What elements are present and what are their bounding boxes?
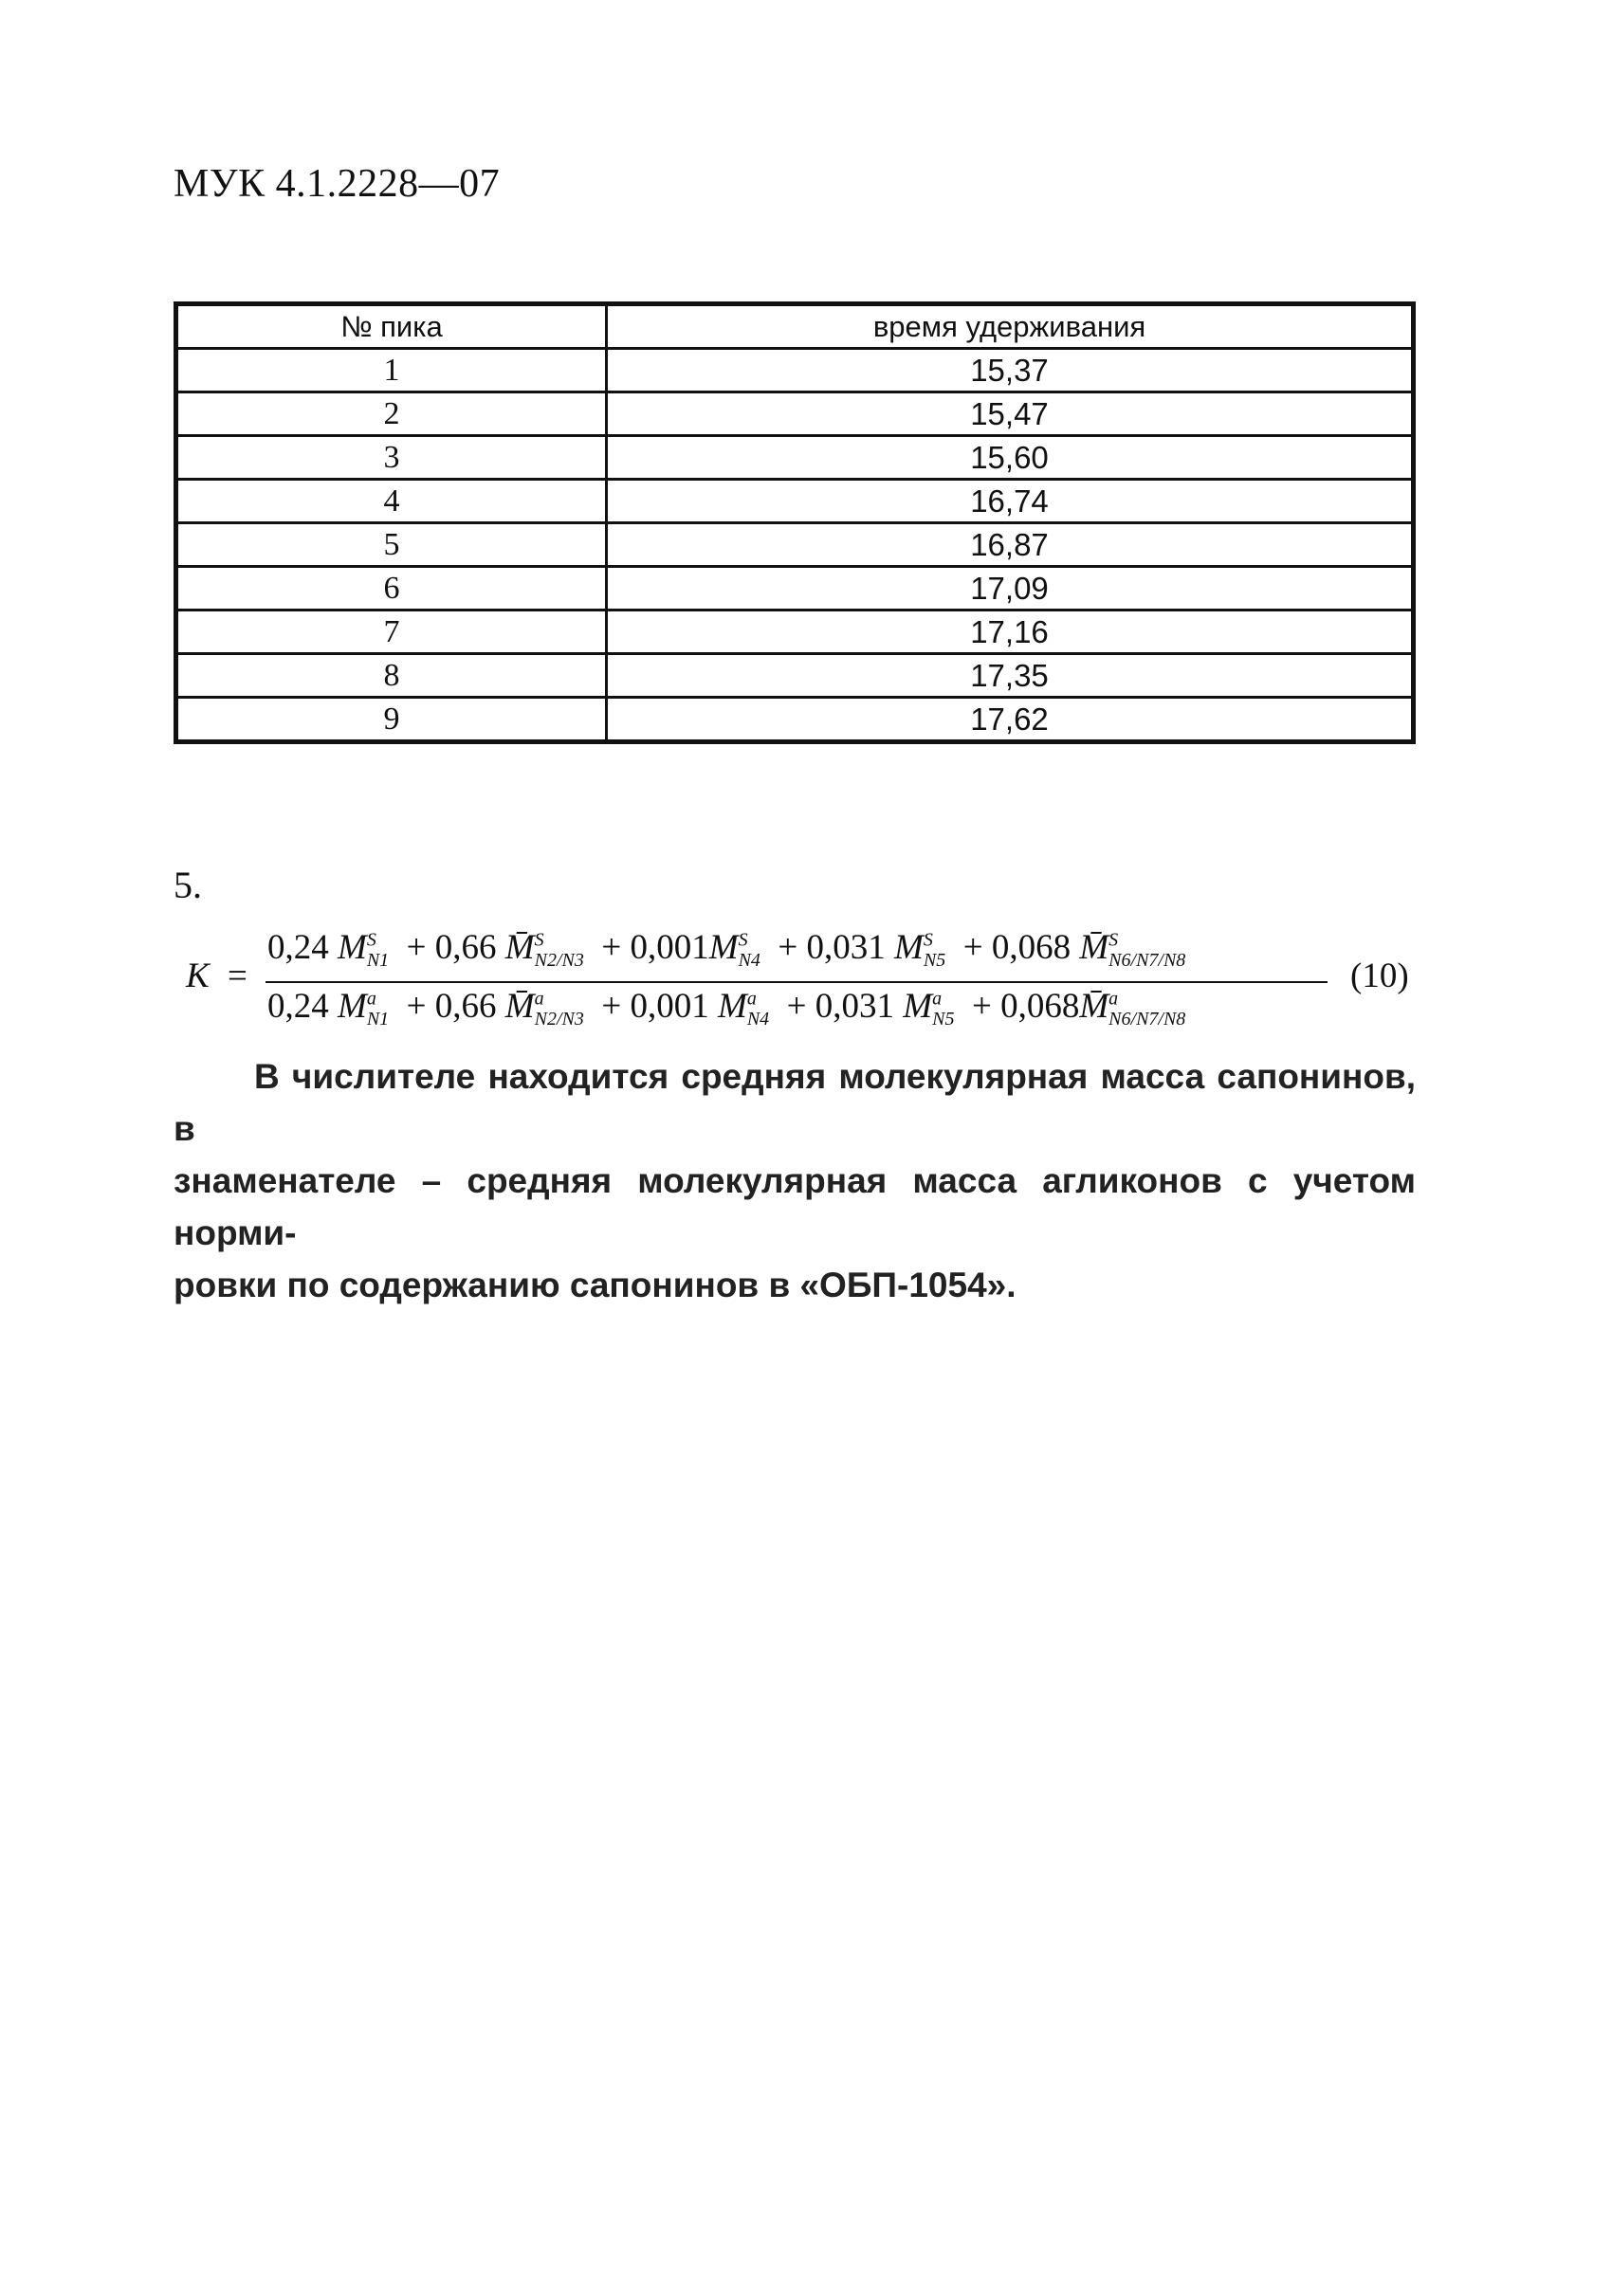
peak-number-header: № пика	[176, 304, 607, 349]
formula-equals: =	[228, 957, 247, 995]
formula-10	[186, 918, 1428, 1031]
table-row	[176, 480, 1414, 523]
document-header: МУК 4.1.2228—07	[174, 162, 501, 206]
retention-time-cell: 16,87	[607, 523, 1414, 567]
table-row	[176, 392, 1414, 436]
peak-number-cell: 5	[176, 523, 607, 567]
paragraph-line: знаменателе – средняя молекулярная масса агликонов с учетом норми-	[174, 1161, 1416, 1252]
table-row	[176, 698, 1414, 742]
peak-number-cell: 4	[176, 480, 607, 523]
peak-number-cell: 6	[176, 567, 607, 610]
paragraph-line: В числителе находится средняя молекулярная масса сапонинов, в	[174, 1057, 1416, 1148]
section-number: 5.	[174, 864, 202, 906]
peak-number-cell: 7	[176, 610, 607, 654]
formula-denominator: 0,24 $M^a_{N1} + 0,66$ M̄$^a_{N2/N3}$ + 0,001 $M^a_{N4} + 0,031$ $M^a_{N5}$ + 0,068M̄$^a_{N6/N7/N8}$	[267, 987, 1186, 1030]
peak-number-cell: 9	[176, 698, 607, 742]
peak-number-cell: 8	[176, 654, 607, 698]
retention-time-cell: 15,60	[607, 436, 1414, 480]
retention-time-cell: 15,47	[607, 392, 1414, 436]
table-row	[176, 654, 1414, 698]
retention-time-cell: 17,16	[607, 610, 1414, 654]
table-header-row	[176, 304, 1414, 349]
formula-numerator: 0,24 $M^S_{N1} + 0,66$ M̄$^S_{N2/N3}$ + $0,001M^S_{N4} + 0,031$ $M^S_{N5} + 0,068$ M̄$^S_{N6/N7/N8}$	[267, 928, 1186, 972]
fraction-line	[266, 981, 1328, 983]
retention-time-cell: 16,74	[607, 480, 1414, 523]
table-row	[176, 523, 1414, 567]
table-row	[176, 567, 1414, 610]
equation-number: (10)	[1350, 957, 1409, 995]
table-row	[176, 436, 1414, 480]
table-row	[176, 349, 1414, 392]
retention-time-header: время удерживания	[607, 304, 1414, 349]
explanation-paragraph	[174, 1050, 1416, 1311]
peak-number-cell: 1	[176, 349, 607, 392]
formula-lhs: K	[186, 957, 210, 995]
peak-number-cell: 3	[176, 436, 607, 480]
paragraph-line: ровки по содержанию сапонинов в «ОБП-1054».	[174, 1266, 1017, 1304]
retention-time-cell: 17,62	[607, 698, 1414, 742]
table-row	[176, 610, 1414, 654]
peak-number-cell: 2	[176, 392, 607, 436]
retention-time-cell: 15,37	[607, 349, 1414, 392]
retention-time-cell: 17,09	[607, 567, 1414, 610]
retention-time-table	[174, 301, 1416, 744]
retention-time-cell: 17,35	[607, 654, 1414, 698]
